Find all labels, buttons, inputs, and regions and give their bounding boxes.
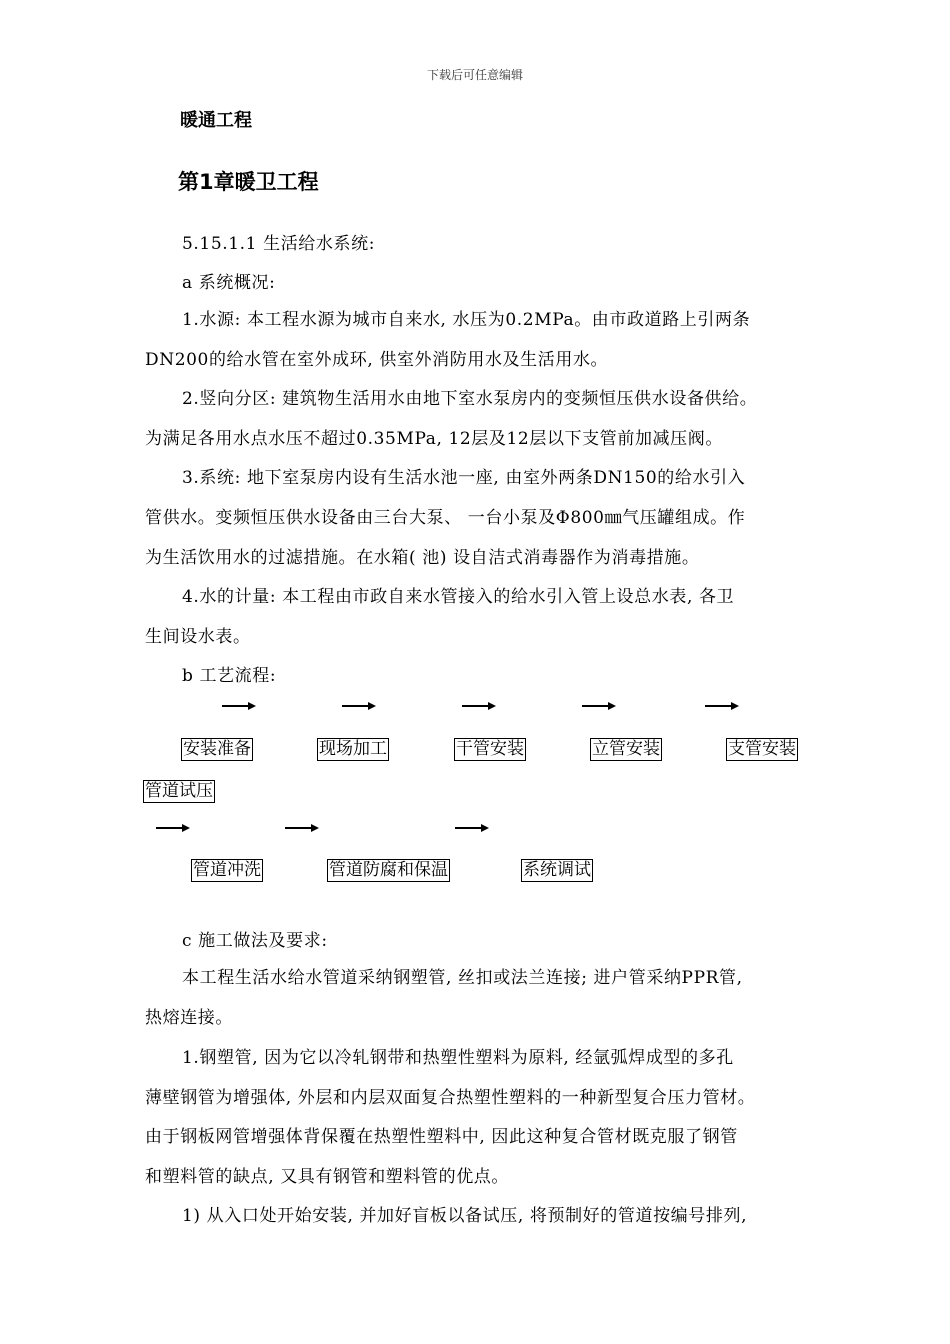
paragraph-line: 和塑料管的缺点, 又具有钢管和塑料管的优点。 xyxy=(145,1167,510,1187)
arrow-right-icon xyxy=(582,701,616,711)
paragraph-line: 3.系统: 地下室泵房内设有生活水池一座, 由室外两条DN150的给水引入 xyxy=(182,468,746,488)
flow-step-box: 系统调试 xyxy=(523,860,591,880)
chapter-title: 第1章暖卫工程 xyxy=(178,170,319,194)
arrow-right-icon xyxy=(462,701,496,711)
flow-step-box: 管道防腐和保温 xyxy=(329,860,448,880)
page-header-note: 下载后可任意编辑 xyxy=(426,68,523,82)
paragraph-line: 1.钢塑管, 因为它以冷轧钢带和热塑性塑料为原料, 经氩弧焊成型的多孔 xyxy=(182,1048,734,1068)
paragraph-line: 由于钢板网管增强体背保覆在热塑性塑料中, 因此这种复合管材既克服了钢管 xyxy=(145,1127,738,1147)
paragraph-line: DN200的给水管在室外成环, 供室外消防用水及生活用水。 xyxy=(145,350,609,370)
paragraph-line: 为满足各用水点水压不超过0.35MPa, 12层及12层以下支管前加减压阀。 xyxy=(145,429,723,449)
paragraph-line: 4.水的计量: 本工程由市政自来水管接入的给水引入管上设总水表, 各卫 xyxy=(182,587,735,607)
flow-step-box: 现场加工 xyxy=(319,739,387,759)
arrow-right-icon xyxy=(156,823,190,833)
paragraph-line: 本工程生活水给水管道采纳钢塑管, 丝扣或法兰连接; 进户管采纳PPR管, xyxy=(182,968,743,988)
flow-step-box: 管道冲洗 xyxy=(193,860,261,880)
flow-step-box: 干管安装 xyxy=(456,739,524,759)
arrow-right-icon xyxy=(342,701,376,711)
subsection-c-title: c 施工做法及要求: xyxy=(182,931,328,951)
flow-step-box: 支管安装 xyxy=(728,739,796,759)
paragraph-line: 薄壁钢管为增强体, 外层和内层双面复合热塑性塑料的一种新型复合压力管材。 xyxy=(145,1088,756,1108)
paragraph-line: 热熔连接。 xyxy=(145,1008,233,1028)
subsection-b-title: b 工艺流程: xyxy=(182,666,277,686)
flow-step-box: 立管安装 xyxy=(592,739,660,759)
paragraph-line: 2.竖向分区: 建筑物生活用水由地下室水泵房内的变频恒压供水设备供给。 xyxy=(182,389,758,409)
paragraph-line: 生间设水表。 xyxy=(145,627,251,647)
heading-main: 暖通工程 xyxy=(180,110,252,131)
paragraph-line: 管供水。变频恒压供水设备由三台大泵、 一台小泵及Φ800㎜气压罐组成。作 xyxy=(145,508,746,528)
arrow-right-icon xyxy=(455,823,489,833)
paragraph-line: 1) 从入口处开始安装, 并加好盲板以备试压, 将预制好的管道按编号排列, xyxy=(182,1206,748,1226)
arrow-right-icon xyxy=(285,823,319,833)
arrow-right-icon xyxy=(222,701,256,711)
arrow-right-icon xyxy=(705,701,739,711)
flow-step-box: 安装准备 xyxy=(183,739,251,759)
paragraph-line: 1.水源: 本工程水源为城市自来水, 水压为0.2MPa。由市政道路上引两条 xyxy=(182,310,751,330)
section-title: 5.15.1.1 生活给水系统: xyxy=(182,234,376,254)
subsection-a-title: a 系统概况: xyxy=(182,273,276,293)
paragraph-line: 为生活饮用水的过滤措施。在水箱( 池) 设自洁式消毒器作为消毒措施。 xyxy=(145,548,700,568)
flow-step-box: 管道试压 xyxy=(145,781,213,801)
